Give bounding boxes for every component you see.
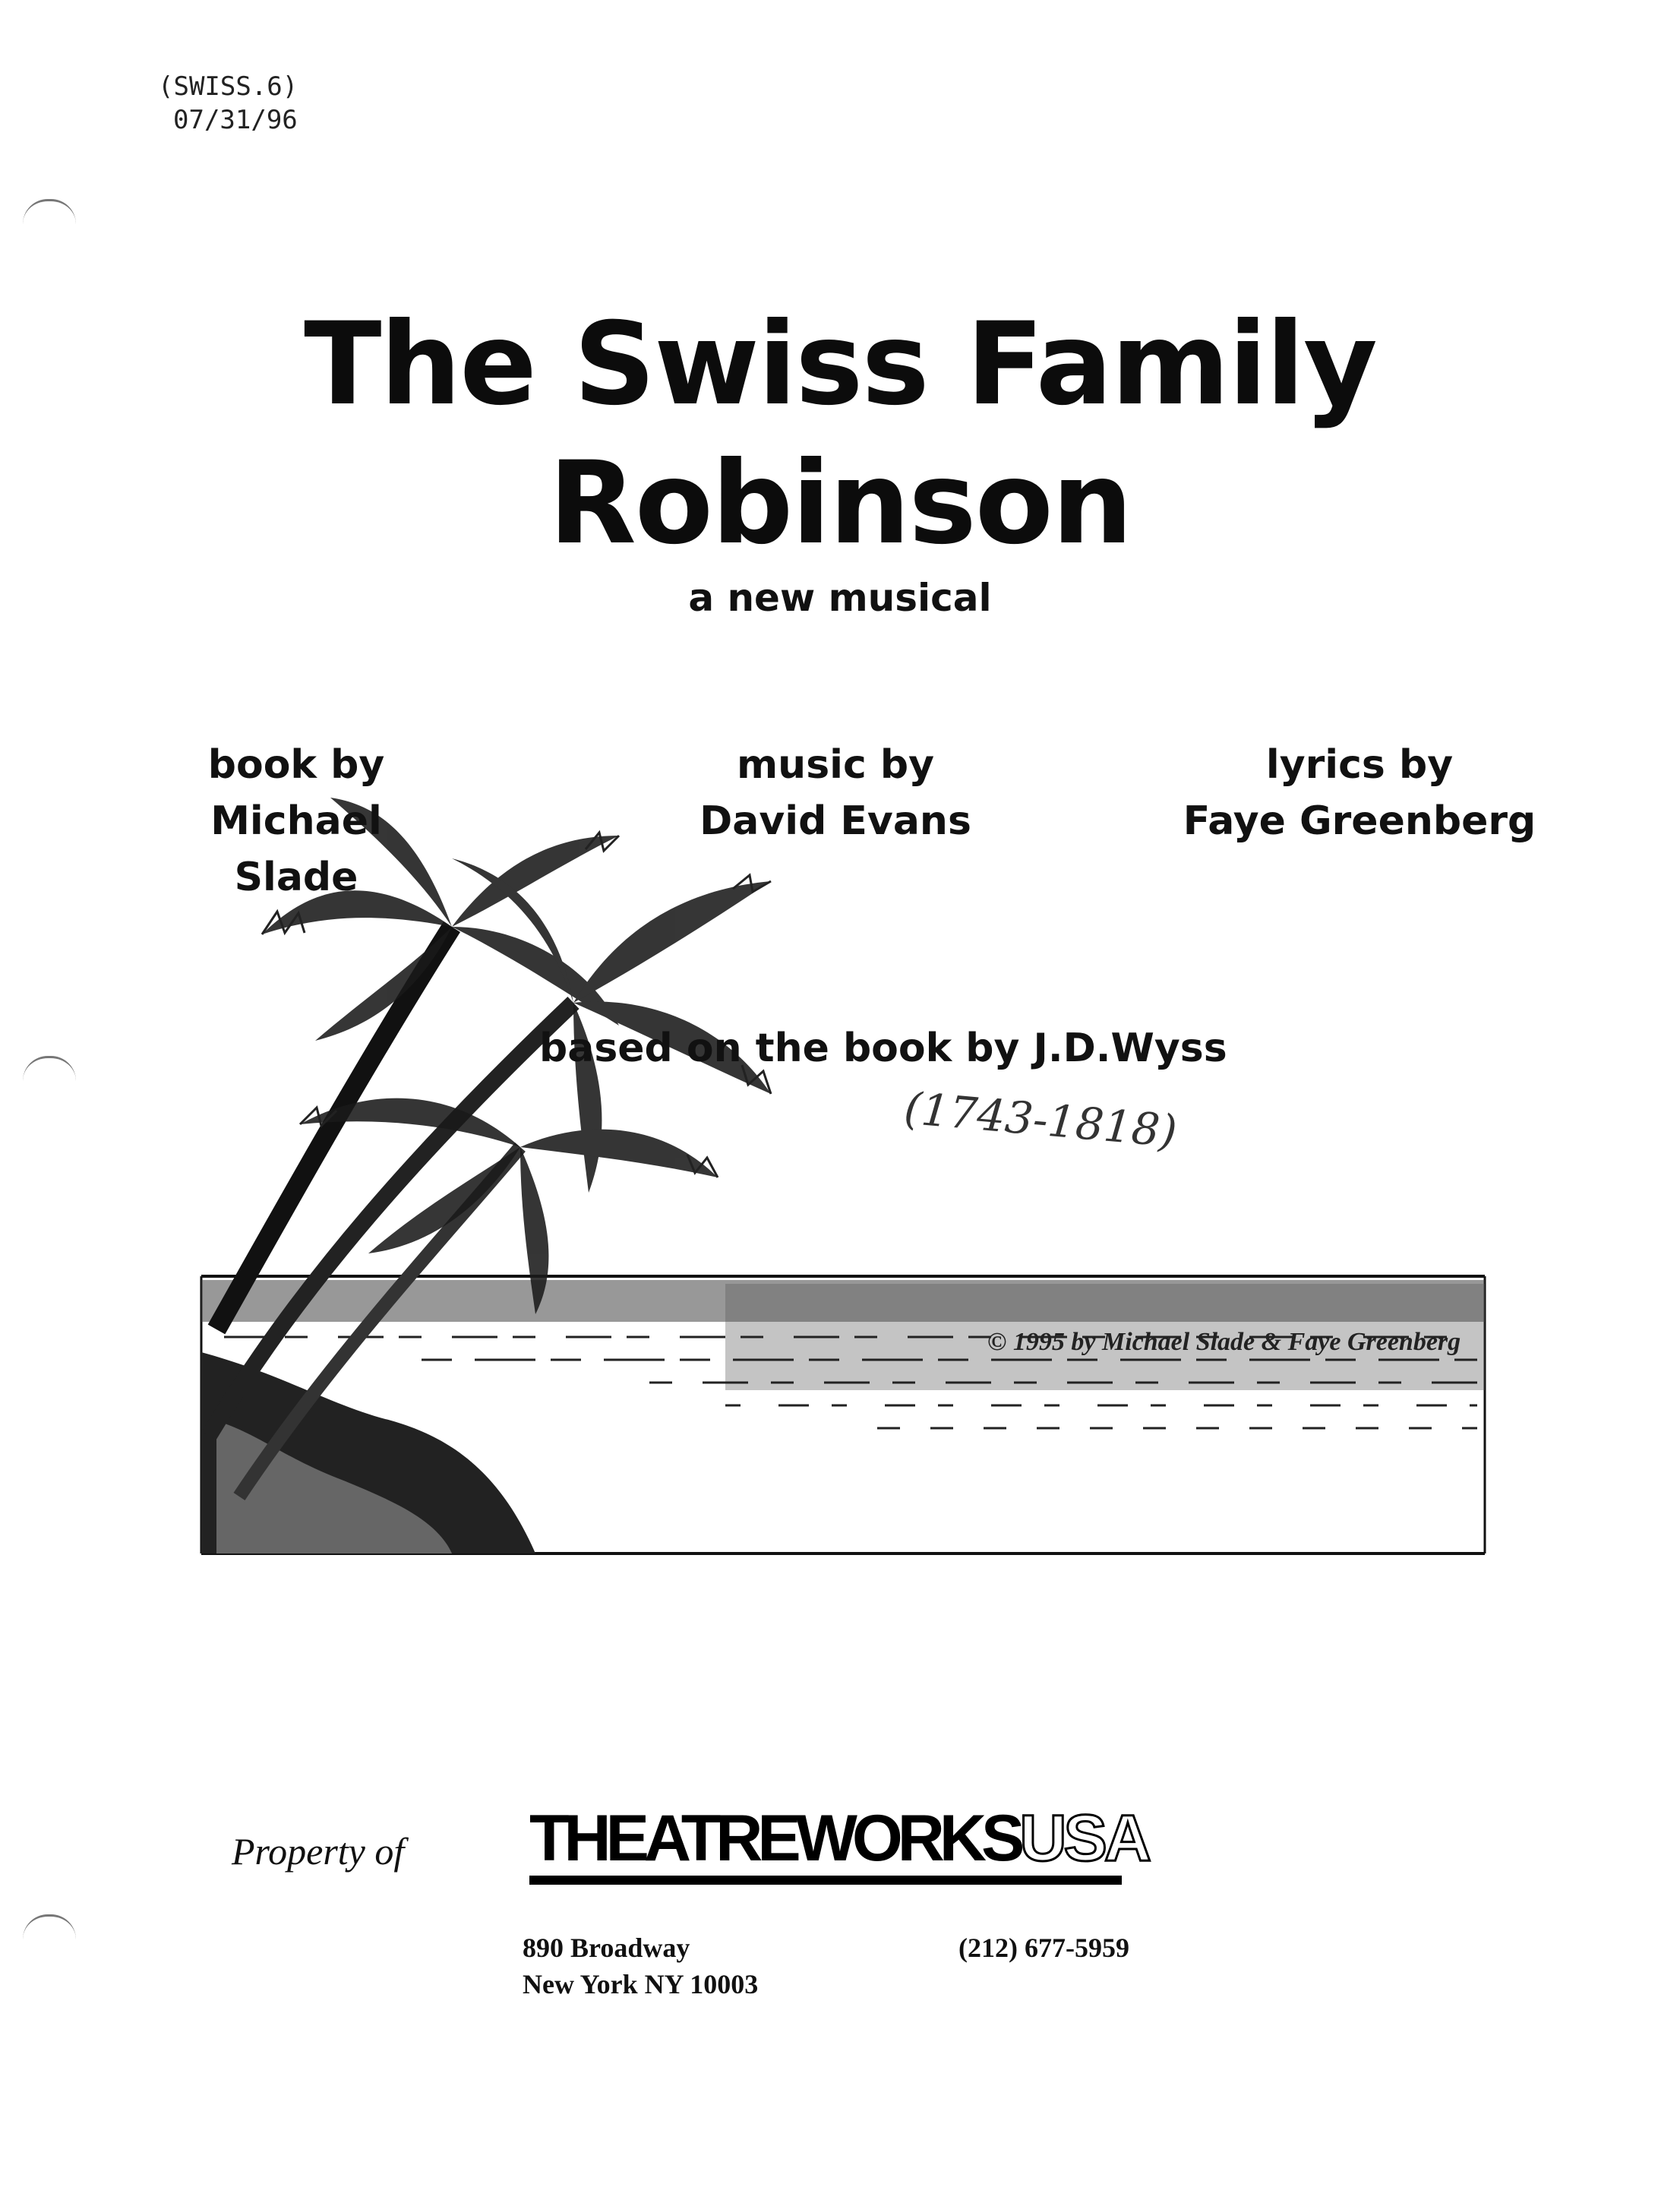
music-composer: David Evans (699, 798, 971, 844)
theatreworks-logo (529, 1804, 1148, 1885)
lyrics-credit (1170, 737, 1549, 849)
music-credit (684, 737, 987, 849)
phone-number: (212) 677-5959 (958, 1933, 1129, 1963)
lyricist: Faye Greenberg (1183, 798, 1536, 844)
book-label: book by (207, 742, 385, 788)
subtitle: a new musical (688, 576, 992, 620)
book-credit (144, 737, 448, 906)
document-code: (SWISS.6) (158, 71, 298, 102)
copyright-notice: © 1995 by Michael Slade & Faye Greenberg (987, 1328, 1461, 1356)
logo-underline (529, 1876, 1122, 1885)
logo-usa-text: USA (1019, 1802, 1148, 1875)
address-line-2: New York NY 10003 (523, 1969, 759, 1999)
title-line-1: The Swiss Family (304, 299, 1376, 431)
address-block (523, 1930, 758, 2002)
book-author: Michael Slade (210, 798, 382, 900)
music-label: music by (736, 742, 935, 788)
property-label: Property of (232, 1830, 405, 1873)
lyrics-label: lyrics by (1265, 742, 1454, 788)
based-on-line: based on the book by J.D.Wyss (539, 1026, 1227, 1071)
handwritten-dates-note: (1743-1818) (902, 1082, 1179, 1158)
address-line-1: 890 Broadway (523, 1933, 690, 1963)
binder-hole-mark (23, 1914, 76, 1939)
document-date: 07/31/96 (173, 105, 298, 135)
binder-hole-mark (23, 1056, 76, 1081)
title-line-2: Robinson (548, 438, 1132, 570)
logo-main-text: THEATREWORKS (529, 1802, 1020, 1875)
binder-hole-mark (23, 199, 76, 224)
